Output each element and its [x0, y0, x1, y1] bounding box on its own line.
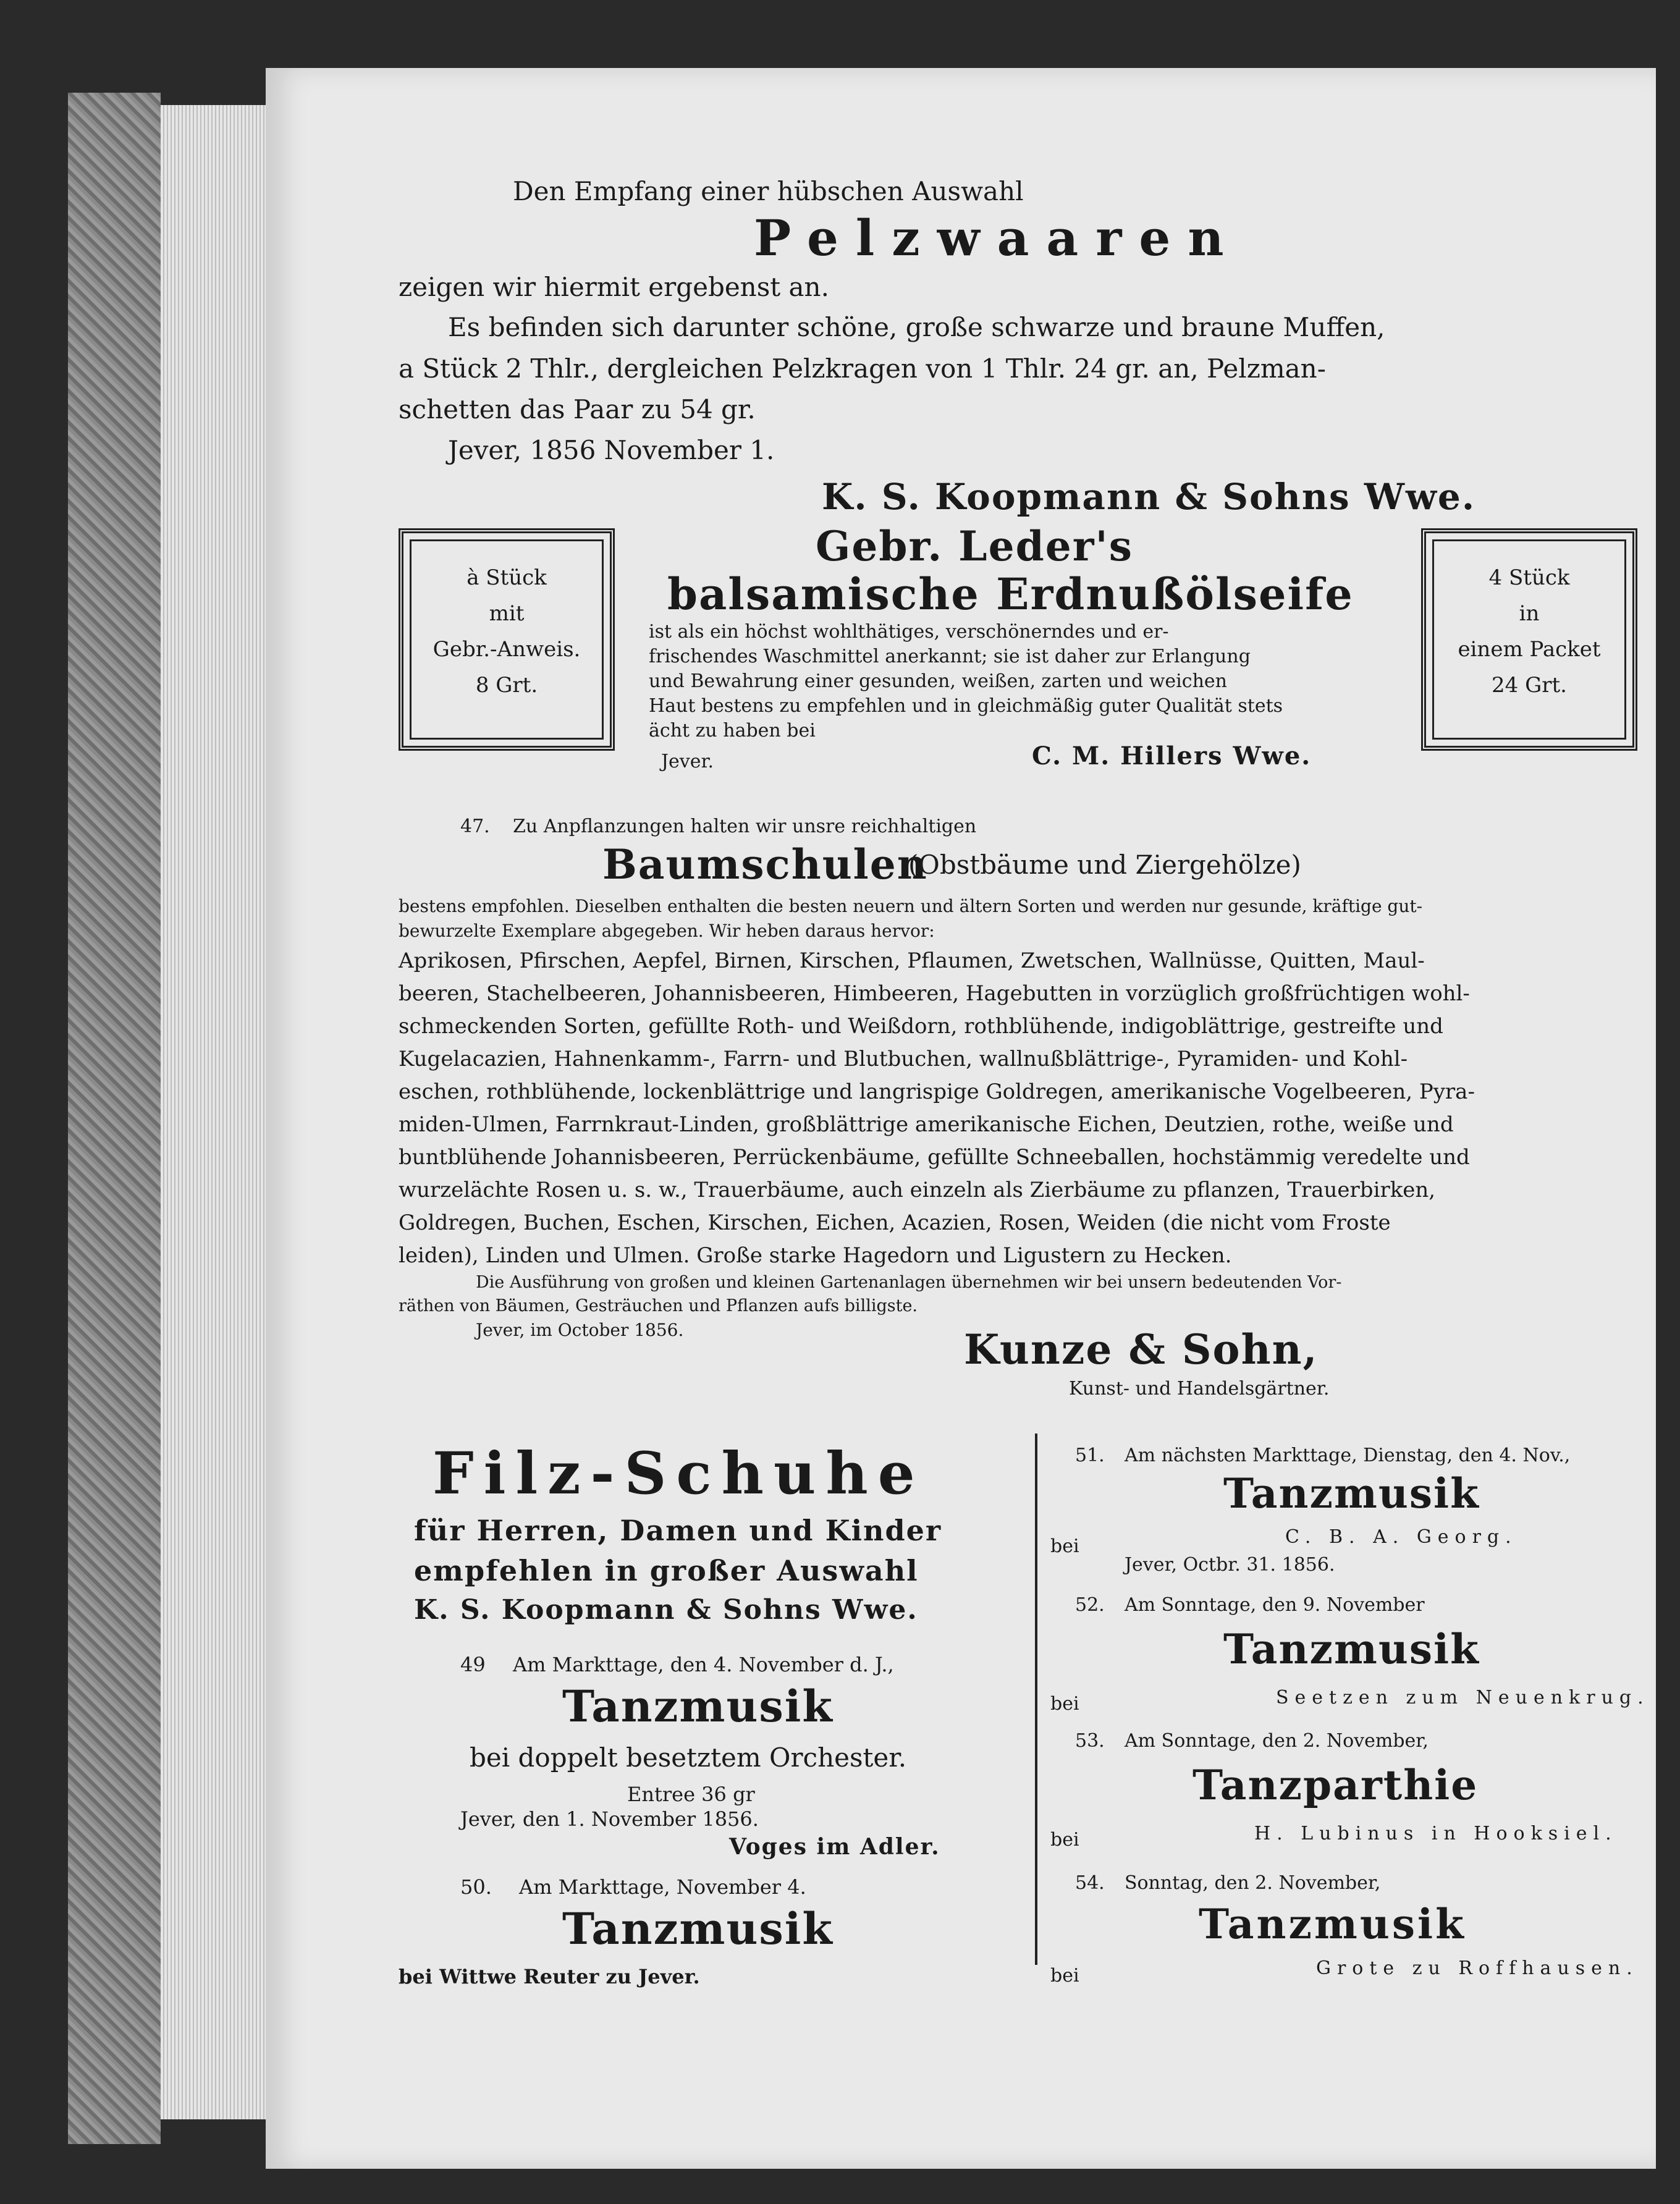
baum-intro: Zu Anpflanzungen halten wir unsre reichhaltigen — [513, 816, 977, 837]
pelz-title: Pelzwaaren — [754, 209, 1241, 267]
ad51-intro: Am nächsten Markttage, Dienstag, den 4. Nov., — [1125, 1445, 1571, 1466]
ad49-line1: bei doppelt besetztem Orchester. — [470, 1742, 907, 1773]
ad53-number: 53. — [1075, 1730, 1105, 1752]
baum-number: 47. — [460, 816, 490, 837]
baum-title: Baumschulen — [602, 840, 928, 889]
page-edges — [161, 105, 278, 2119]
ad54-bei: bei — [1050, 1965, 1079, 1987]
baum-line3: Aprikosen, Pfirschen, Aepfel, Birnen, Kirschen, Pflaumen, Zwetschen, Wallnüsse, Quitten, Maul- — [399, 948, 1425, 973]
ad51-place: Jever, Octbr. 31. 1856. — [1125, 1554, 1335, 1576]
ad50-number: 50. — [460, 1875, 492, 1899]
ad52-number: 52. — [1075, 1594, 1105, 1616]
seife-right-box — [1421, 528, 1637, 751]
seife-line2: frischendes Waschmittel anerkannt; sie ist daher zur Erlangung — [649, 646, 1251, 667]
pelz-line2: zeigen wir hiermit ergebenst an. — [399, 272, 829, 302]
baum-place: Jever, im October 1856. — [476, 1320, 684, 1340]
baum-line5: schmeckenden Sorten, gefüllte Roth- und Weißdorn, rothblühende, indigoblättrige, gestreifte und — [399, 1014, 1443, 1039]
pelz-line1: Den Empfang einer hübschen Auswahl — [513, 176, 1024, 206]
ad51-title: Tanzmusik — [1223, 1469, 1480, 1518]
ad50-intro: Am Markttage, November 4. — [519, 1875, 806, 1899]
baum-line8: miden-Ulmen, Farrnkraut-Linden, großblättrige amerikanische Eichen, Deutzien, rothe, weiße und — [399, 1112, 1454, 1137]
pelz-line4: a Stück 2 Thlr., dergleichen Pelzkragen von 1 Thlr. 24 gr. an, Pelzman- — [399, 353, 1326, 384]
baum-line2: bewurzelte Exemplare abgegeben. Wir heben daraus hervor: — [399, 921, 935, 941]
baum-subsig: Kunst- und Handelsgärtner. — [1069, 1378, 1330, 1400]
newspaper-page — [266, 68, 1656, 2169]
pelz-line3: Es befinden sich darunter schöne, große schwarze und braune Muffen, — [448, 312, 1385, 342]
seife-title2: balsamische Erdnußölseife — [667, 568, 1354, 620]
baum-line10: wurzelächte Rosen u. s. w., Trauerbäume, auch einzeln als Zierbäume zu pflanzen, Trauerbirken, — [399, 1178, 1436, 1202]
seife-right-line4: 24 Grt. — [1492, 673, 1567, 698]
ad49-intro: Am Markttage, den 4. November d. J., — [513, 1653, 894, 1676]
ad50-title: Tanzmusik — [562, 1903, 834, 1954]
baum-line1: bestens empfohlen. Dieselben enthalten die besten neuern und ältern Sorten und werden nur gesunde, kräftige gut- — [399, 896, 1423, 916]
ad53-title: Tanzparthie — [1192, 1761, 1479, 1809]
seife-left-line3: Gebr.-Anweis. — [433, 637, 581, 662]
seife-place: Jever. — [661, 751, 714, 772]
baum-line7: eschen, rothblühende, lockenblättrige und langrispige Goldregen, amerikanische Vogelbeeren, Pyra- — [399, 1079, 1475, 1104]
ad52-title: Tanzmusik — [1223, 1625, 1480, 1673]
seife-line1: ist als ein höchst wohlthätiges, verschönerndes und er- — [649, 621, 1169, 643]
seife-line4: Haut bestens zu empfehlen und in gleichmäßig guter Qualität stets — [649, 695, 1283, 717]
column-divider — [1035, 1433, 1037, 1965]
seife-left-line4: 8 Grt. — [475, 673, 538, 698]
book-spine — [68, 93, 161, 2144]
baum-line13: Die Ausführung von großen und kleinen Gartenanlagen übernehmen wir bei unsern bedeutenden Vor- — [476, 1273, 1342, 1292]
ad53-bei: bei — [1050, 1829, 1079, 1851]
pelz-line5: schetten das Paar zu 54 gr. — [399, 394, 756, 424]
seife-left-box — [399, 528, 615, 751]
pelz-ad — [266, 68, 1656, 518]
baum-line9: buntblühende Johannisbeeren, Perrückenbäume, gefüllte Schneeballen, hochstämmig veredelte und — [399, 1145, 1470, 1170]
ad51-number: 51. — [1075, 1445, 1105, 1466]
ad49-number: 49 — [460, 1653, 486, 1676]
seife-left-line2: mit — [489, 601, 525, 626]
seife-title1: Gebr. Leder's — [816, 522, 1133, 570]
baum-signature: Kunze & Sohn, — [964, 1325, 1319, 1374]
baum-line11: Goldregen, Buchen, Eschen, Kirschen, Eichen, Acazien, Rosen, Weiden (die nicht vom Froste — [399, 1210, 1391, 1235]
ad49-line2: Entree 36 gr — [627, 1783, 755, 1806]
ad53-intro: Am Sonntage, den 2. November, — [1125, 1730, 1429, 1752]
seife-left-line1: à Stück — [466, 565, 547, 590]
baum-line12: leiden), Linden und Ulmen. Große starke Hagedorn und Ligustern zu Hecken. — [399, 1243, 1232, 1268]
ad54-title: Tanzmusik — [1199, 1900, 1466, 1948]
ad52-bei: bei — [1050, 1693, 1079, 1715]
ad49-title: Tanzmusik — [562, 1681, 834, 1732]
ad50-line1: bei Wittwe Reuter zu Jever. — [399, 1965, 700, 1988]
ad49-line3: Jever, den 1. November 1856. — [460, 1807, 759, 1831]
seife-right-line1: 4 Stück — [1488, 565, 1570, 590]
baum-line4: beeren, Stachelbeeren, Johannisbeeren, Himbeeren, Hagebutten in vorzüglich großfrüchtigen wohl- — [399, 981, 1470, 1006]
seife-right-line3: einem Packet — [1458, 637, 1601, 662]
filz-line3: K. S. Koopmann & Sohns Wwe. — [414, 1594, 918, 1626]
seife-right-line2: in — [1519, 601, 1540, 626]
ad51-bei: bei — [1050, 1535, 1079, 1557]
pelz-signature: K. S. Koopmann & Sohns Wwe. — [822, 476, 1476, 518]
filz-title: Filz-Schuhe — [433, 1440, 925, 1508]
baum-line6: Kugelacazien, Hahnenkamm-, Farrn- und Blutbuchen, wallnußblättrige-, Pyramiden- und Kohl- — [399, 1047, 1408, 1071]
ad52-intro: Am Sonntage, den 9. November — [1125, 1594, 1425, 1616]
filz-line2: empfehlen in großer Auswahl — [414, 1554, 919, 1587]
baum-line14: räthen von Bäumen, Gesträuchen und Pflanzen aufs billigste. — [399, 1296, 918, 1315]
ad49-signature: Voges im Adler. — [729, 1834, 940, 1860]
filz-line1: für Herren, Damen und Kinder — [414, 1514, 942, 1547]
ad52-host: Seetzen zum Neuenkrug. — [1276, 1687, 1650, 1708]
ad54-intro: Sonntag, den 2. November, — [1125, 1872, 1381, 1894]
seife-line5: ächt zu haben bei — [649, 720, 816, 741]
pelz-line6: Jever, 1856 November 1. — [448, 435, 775, 465]
seife-signature: C. M. Hillers Wwe. — [1032, 741, 1312, 771]
ad54-number: 54. — [1075, 1872, 1105, 1894]
seife-line3: und Bewahrung einer gesunden, weißen, zarten und weichen — [649, 670, 1227, 692]
ad54-host: Grote zu Roffhausen. — [1316, 1957, 1639, 1979]
ad51-host: C. B. A. Georg. — [1285, 1526, 1517, 1548]
ad53-host: H. Lubinus in Hooksiel. — [1254, 1823, 1618, 1844]
baum-subtitle: (Obstbäume und Ziergehölze) — [908, 850, 1301, 880]
